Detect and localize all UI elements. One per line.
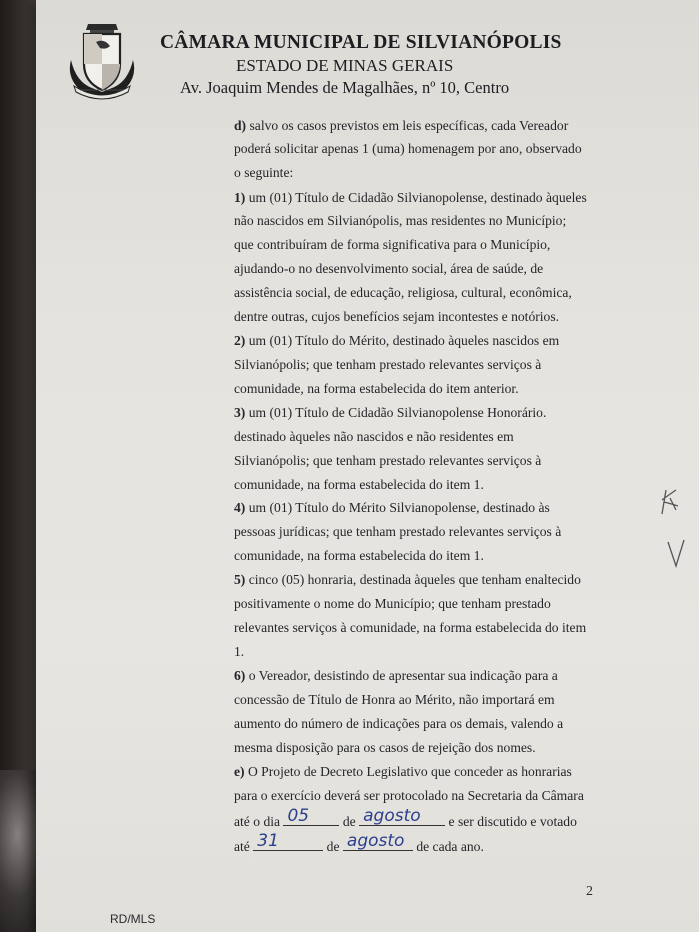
item-4-line [234,500,550,516]
text-line: um (01) Título do Mérito Silvianopolense, destinado às [248,500,550,515]
text-line: comunidade, na forma estabelecida do item anterior. [234,381,519,396]
text-fragment: e ser discutido e votado [448,814,577,829]
text-line: Silvianópolis; que tenham prestado relevantes serviços à [234,453,542,468]
text-line: dentre outras, cujos benefícios sejam incontestes e notórios. [234,309,560,324]
footer-reference: RD/MLS [110,912,156,926]
item-6-line [234,668,558,684]
text-line: poderá solicitar apenas 1 (uma) homenagem por ano, observado [234,141,582,156]
item-label: 5) [234,572,246,587]
text-line: o Vereador, desistindo de apresentar sua indicação para a [248,668,558,683]
text-line: um (01) Título de Cidadão Silvianopolense, destinado àqueles [248,190,587,205]
text-line: aumento do número de indicações para os demais, valendo a [234,716,564,731]
institution-title: CÂMARA MUNICIPAL DE SILVIANÓPOLIS [160,32,562,53]
text-fragment: de cada ano. [416,839,484,854]
text-line: comunidade, na forma estabelecida do item 1. [234,477,484,492]
text-line: positivamente o nome do Município; que tenham prestado [234,596,551,611]
deadline-vote-line [234,831,484,855]
item-label: e) [234,764,245,779]
day-field [253,831,323,851]
text-line: salvo os casos previstos em leis específicas, cada Vereador [249,118,569,133]
text-line: comunidade, na forma estabelecida do item 1. [234,548,484,563]
handwritten-day: 05 [287,806,310,826]
text-line: destinado àqueles não nascidos e não residentes em [234,429,514,444]
deadline-protocol-line [234,806,577,830]
month-field [343,831,413,851]
item-label: 2) [234,333,246,348]
text-line: que contribuíram de forma significativa para o Município, [234,237,551,252]
handwritten-month: agosto [363,806,421,826]
text-fragment: até o dia [234,814,281,829]
address-line: Av. Joaquim Mendes de Magalhães, nº 10, Centro [180,78,510,97]
text-line: para o exercício deverá ser protocolado na Secretaria da Câmara [234,788,584,803]
item-label: 4) [234,500,246,515]
item-label: 6) [234,668,246,683]
item-label: 1) [234,190,246,205]
text-line: cinco (05) honraria, destinada àqueles que tenham enaltecido [248,572,581,587]
text-line: concessão de Título de Honra ao Mérito, não importará em [234,692,555,707]
text-fragment: de [326,839,340,854]
text-line: pessoas jurídicas; que tenham prestado relevantes serviços à [234,524,562,539]
text-line: um (01) Título do Mérito, destinado àqueles nascidos em [248,333,560,348]
handwritten-month: agosto [346,831,405,851]
day-field [283,806,339,826]
paragraph-e-line [234,764,572,780]
item-3-line [234,405,546,421]
text-line: não nascidos em Silvianópolis, mas residentes no Município; [234,213,567,228]
coat-of-arms-icon [66,20,144,102]
margin-initials-icon [656,486,686,516]
page-number: 2 [586,884,593,899]
text-line: mesma disposição para os casos de rejeição dos nomes. [234,740,536,755]
text-line: ajudando-o no desenvolvimento social, área de saúde, de [234,261,544,276]
text-fragment: de [342,814,356,829]
item-2-line [234,333,559,349]
margin-check-icon [662,538,692,568]
text-line: Silvianópolis; que tenham prestado relevantes serviços à [234,357,542,372]
text-line: relevantes serviços à comunidade, na forma estabelecida do item [234,620,587,635]
text-line: um (01) Título de Cidadão Silvianopolense Honorário. [248,405,547,420]
month-field [359,806,445,826]
item-5-line [234,572,581,588]
item-label: d) [234,118,247,133]
text-line: 1. [234,644,245,659]
text-line: O Projeto de Decreto Legislativo que conceder as honrarias [247,764,572,779]
text-line: assistência social, de educação, religiosa, cultural, econômica, [234,285,572,300]
paragraph-d-line [234,118,568,134]
item-label: 3) [234,405,246,420]
text-fragment: até [234,839,250,854]
handwritten-day: 31 [257,831,279,851]
text-line: o seguinte: [234,165,294,180]
state-subtitle: ESTADO DE MINAS GERAIS [236,56,454,75]
item-1-line [234,190,587,206]
